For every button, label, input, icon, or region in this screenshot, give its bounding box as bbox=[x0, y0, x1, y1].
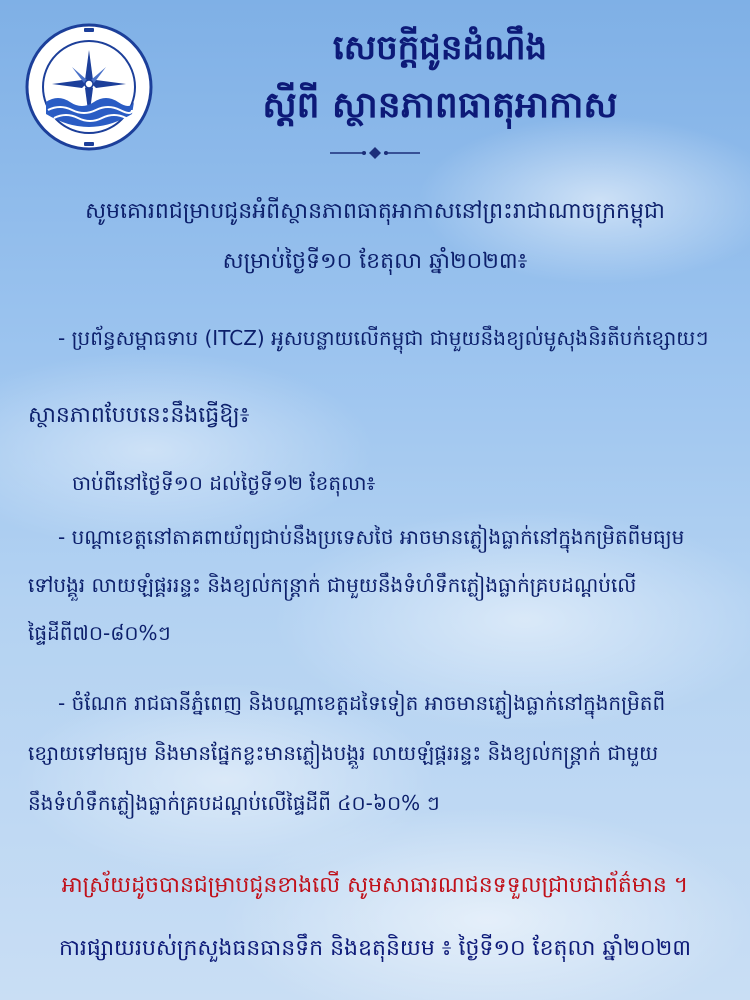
footer-publisher: ការផ្សាយរបស់ក្រសួងធនធានទឹក និងឧតុនិយម ៖ ថ្ងៃទី១០ ខែតុលា ឆ្នាំ២០២៣ bbox=[58, 936, 692, 961]
para2-line-1: - ចំណែក រាជធានីភ្នំពេញ និងបណ្តាខេត្តដទៃទៀត អាចមានភ្លៀងធ្លាក់នៅក្នុងកម្រិតពី bbox=[58, 691, 666, 715]
date-range: ចាប់ពីនៅថ្ងៃទី១០ ដល់ថ្ងៃទី១២ ខែតុលា៖ bbox=[72, 471, 376, 495]
para1-line-2: ទៅបង្គួរ លាយឡំផ្គររន្ទះ និងខ្យល់កន្ត្រាក់ ជាមួយនឹងទំហំទឹកភ្លៀងធ្លាក់គ្របដណ្តប់លើ bbox=[28, 573, 637, 597]
page-subtitle: ស្តីពី ស្ថានភាពធាតុអាកាស bbox=[262, 85, 618, 126]
itcz-note: - ប្រព័ន្ធសម្ពាធទាប (ITCZ) អូសបន្លាយលើកម្ពុជា ជាមួយនឹងខ្យល់មូសុងនិរតីបក់ខ្សោយៗ bbox=[58, 326, 709, 350]
para2-line-2: ខ្សោយទៅមធ្យម និងមានផ្នែកខ្លះមានភ្លៀងបង្គួរ លាយឡំផ្គររន្ទះ និងខ្យល់កន្ត្រាក់ ជាមួយ bbox=[28, 741, 659, 765]
ornament-divider bbox=[330, 146, 420, 160]
closing-notice: អាស្រ័យដូចបានជម្រាបជូនខាងលើ សូមសាធារណជនទទួលជ្រាបជាព័ត៌មាន ។ bbox=[61, 873, 689, 898]
para2-line-3: នឹងទំហំទឹកភ្លៀងធ្លាក់គ្របដណ្តប់លើផ្ទៃដីពី ៤០-៦០% ៗ bbox=[28, 791, 440, 815]
page-title: សេចក្តីជូនដំណឹង bbox=[332, 28, 548, 68]
ministry-logo bbox=[24, 22, 154, 152]
para1-line-1: - បណ្តាខេត្តនៅតាគពាយ័ព្យជាប់នឹងប្រទេសថៃ អាចមានភ្លៀងធ្លាក់នៅក្នុងកម្រិតពីមធ្យម bbox=[58, 525, 685, 549]
intro-line-1: សូមគោរពជម្រាបជូនអំពីស្ថានភាពធាតុអាកាសនៅព្រះរាជាណាចក្រកម្ពុជា bbox=[85, 199, 665, 224]
effect-heading: ស្ថានភាពបែបនេះនឹងធ្វើឱ្យ៖ bbox=[28, 403, 250, 428]
intro-line-2: សម្រាប់ថ្ងៃទី១០ ខែតុលា ឆ្នាំ២០២៣៖ bbox=[222, 249, 528, 274]
para1-line-3: ផ្ទៃដីពី៧០-៨០%ៗ bbox=[28, 621, 171, 645]
